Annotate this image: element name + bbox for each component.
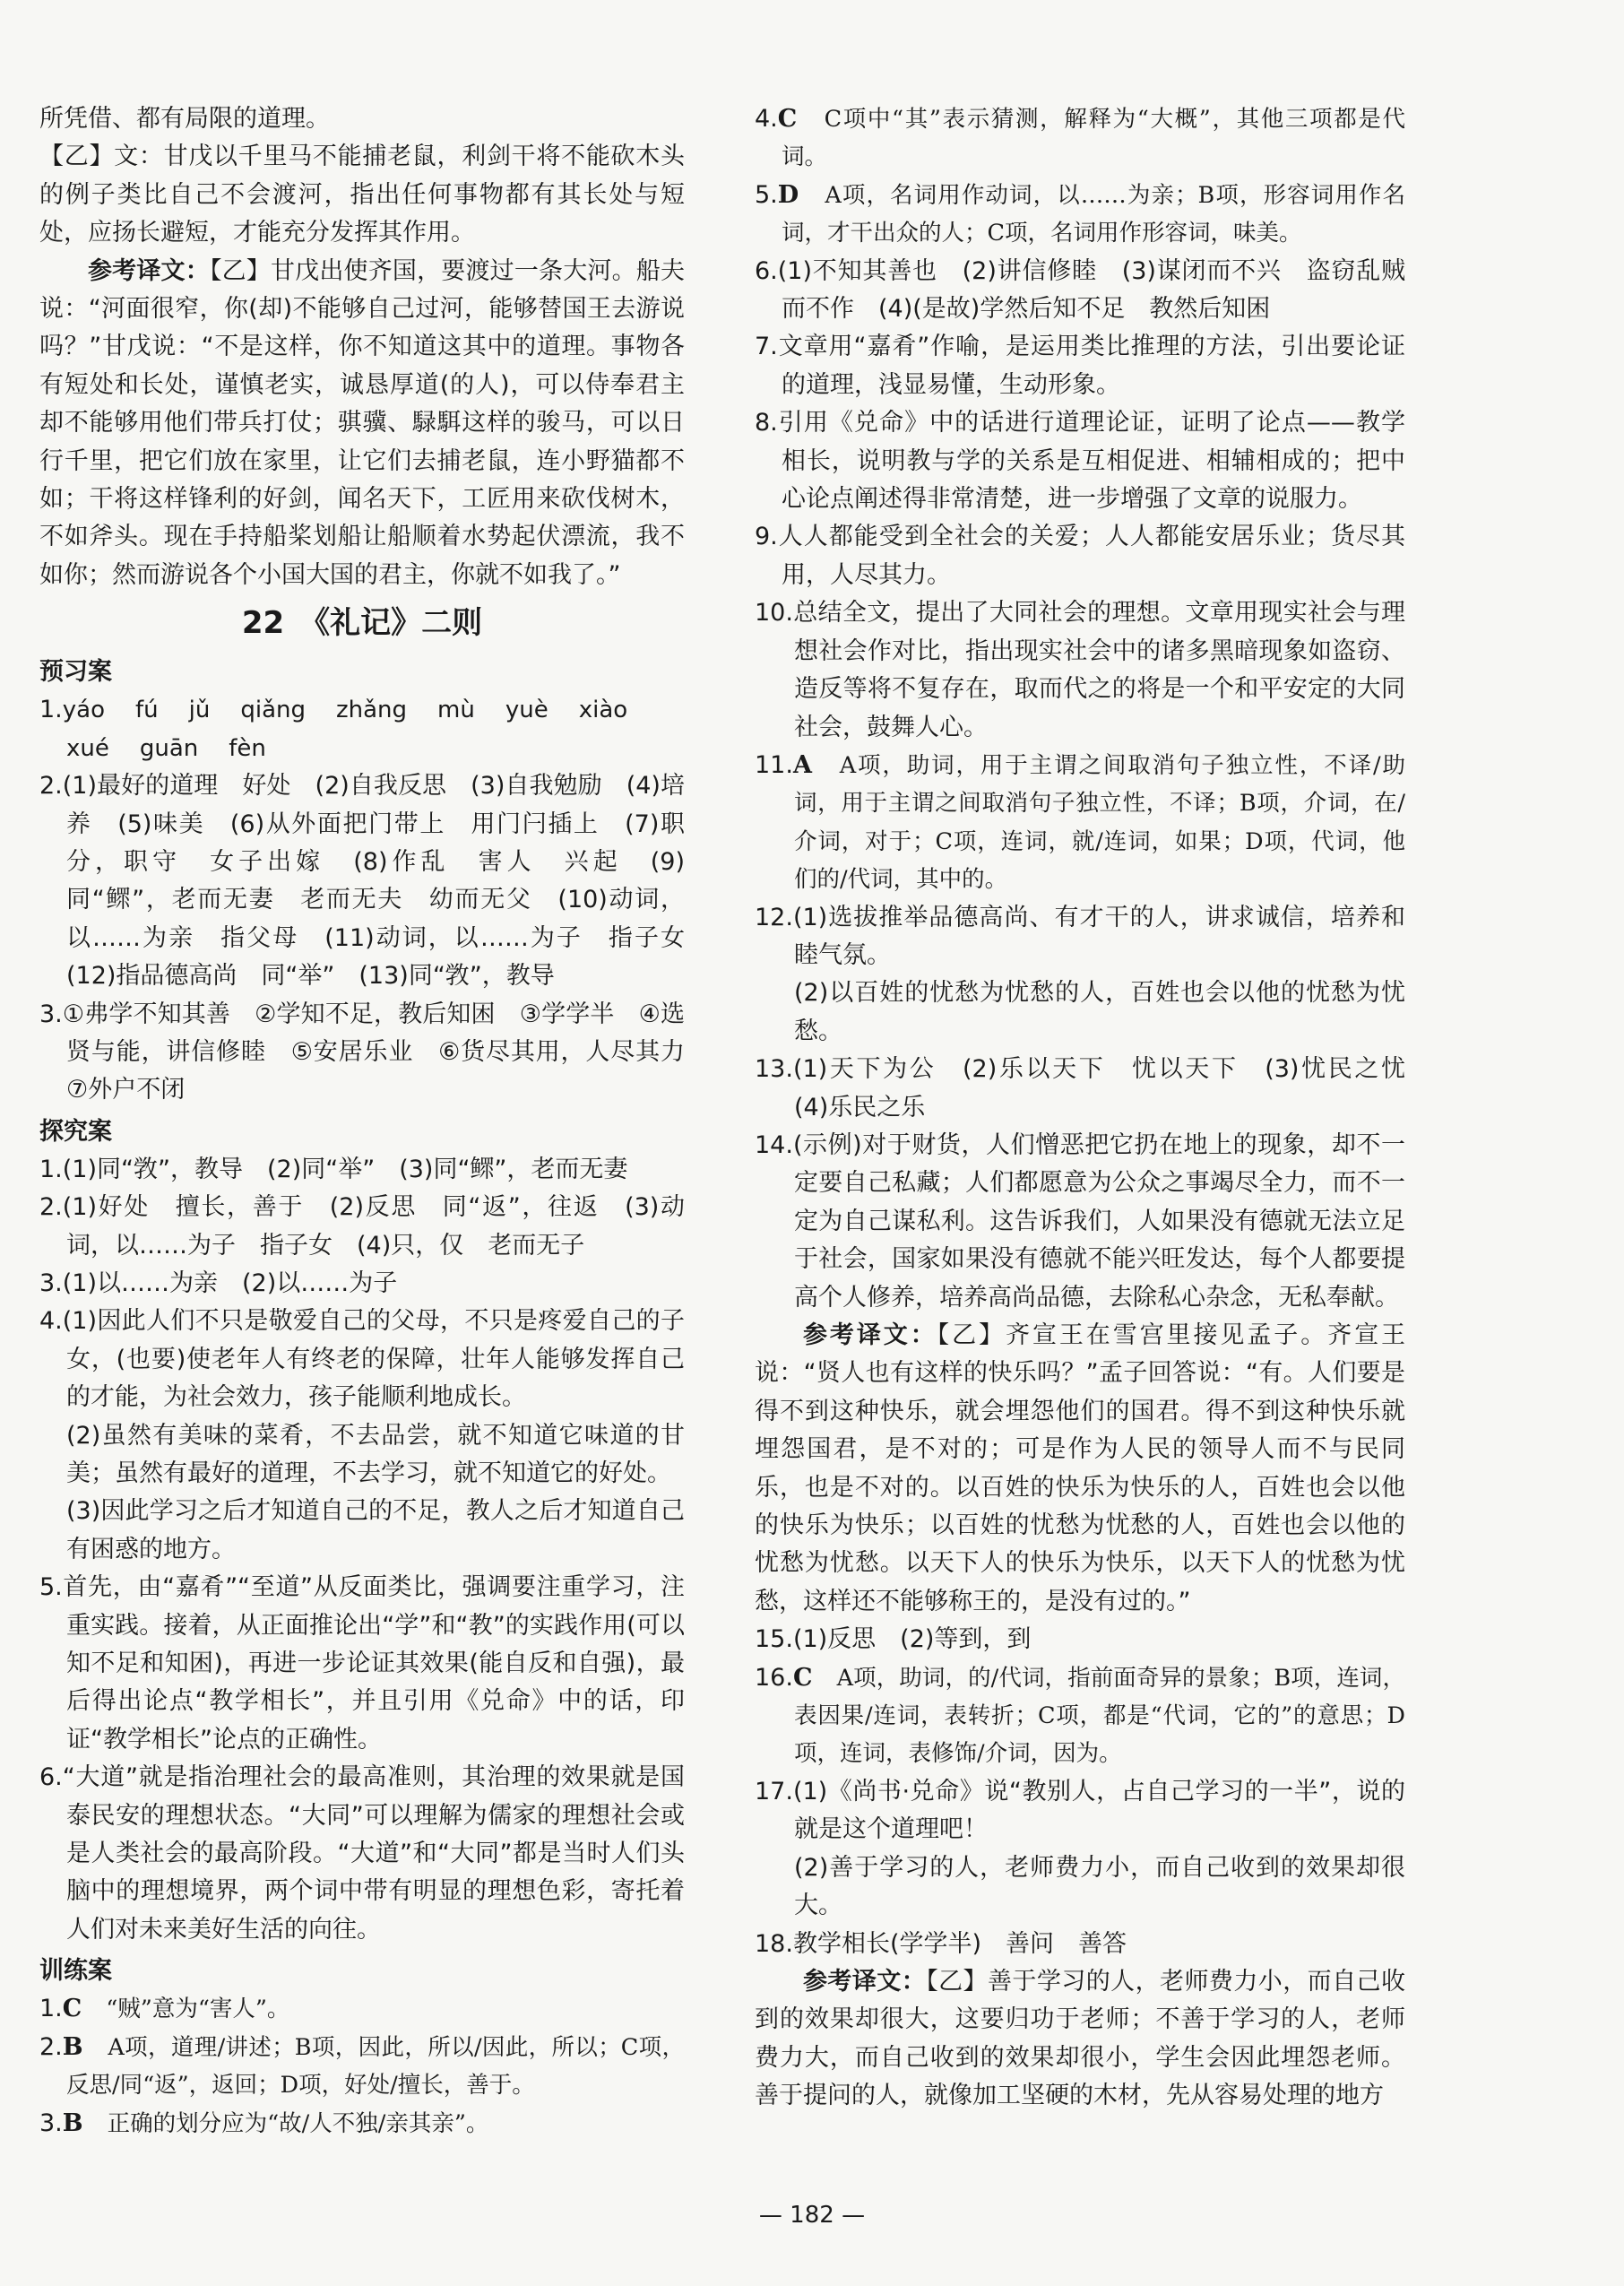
answer-explanation: A项，助词，用于主谓之间取消句子独立性，不译/助词，用于主谓之间取消句子独立性，不译；B项，介词，在/介词，对于；C项，连词，就/连词，如果；D项，代词，他们的/代词，其中的。 [794, 751, 1406, 894]
answer-item [39, 2029, 685, 2105]
answer-item: 9.人人都能受到全社会的关爱；人人都能安居乐业；货尽其用，人尽其力。 [755, 523, 1405, 589]
answer-item: 4.(1)因此人们不只是敬爱自己的父母，不只是疼爱自己的子女，(也要)使老年人有终老的保障，壮年人能够发挥自己的才能，为社会效力，孩子能顺利地成长。 [39, 1307, 685, 1412]
answer-explanation: A项，名词用作动词，以……为亲；B项，形容词用作名词，才干出众的人；C项，名词用作形容词，味美。 [782, 181, 1406, 247]
answer-item: 15.(1)反思 (2)等到，到 [755, 1625, 1032, 1654]
answer-explanation: “贼”意为“害人”。 [106, 1996, 290, 2023]
ref-label: 参考译文： [803, 1321, 937, 1349]
paragraph: 【乙】文：甘戊以千里马不能捕老鼠，利剑干将不能砍木头的例子类比自己不会渡河，指出任何事物都有其长处与短处，应扬长避短，才能充分发挥其作用。 [39, 143, 685, 247]
answer-item [755, 1659, 1405, 1773]
pinyin-item: guān [139, 734, 199, 762]
pinyin-item: fèn [229, 734, 266, 762]
answer-item [39, 1990, 685, 2028]
pinyin-item: yuè [505, 697, 549, 724]
answer-item: 5.首先，由“嘉肴”“至道”从反面类比，强调要注重学习，注重实践。接着，从正面推论出“学”和“教”的实践作用(可以知不足和知困)，再进一步论证其效果(能自反和自强)，最后得出论点“教学相长”，并且引用《兑命》中的话，印证“教学相长”论点的正确性。 [39, 1573, 685, 1753]
answer-explanation: A项，助词，的/代词，指前面奇异的景象；B项，连词，表因果/连词，表转折；C项，都是“代词，它的”的意思；D项，连词，表修饰/介词，因为。 [794, 1664, 1406, 1768]
answer-subitem: (2)善于学习的人，老师费力小，而自己收到的效果却很大。 [794, 1853, 1405, 1920]
answer-letter: B [62, 2108, 83, 2137]
answer-item [755, 100, 1405, 177]
answer-letter: B [62, 2032, 83, 2061]
answer-letter: A [792, 750, 812, 779]
section-heading-yuxi: 预习案 [39, 658, 112, 687]
ref-label: 参考译文： [803, 1967, 927, 1996]
pinyin-item: qiǎng [240, 697, 306, 724]
item-number: 2. [39, 2032, 63, 2061]
answer-subitem: (2)虽然有美味的菜肴，不去品尝，就不知道它味道的甘美；虽然有最好的道理，不去学习，就不知道它的好处。 [66, 1421, 685, 1487]
answer-letter: C [792, 1663, 813, 1692]
answer-item: 6.(1)不知其善也 (2)讲信修睦 (3)谋闭而不兴 盗窃乱贼而不作 (4)(是故)学然后知不足 教然后知困 [755, 256, 1405, 324]
page-number: — 182 — [758, 2202, 866, 2229]
answer-letter: C [62, 1995, 82, 2023]
ref-label: 参考译文： [88, 256, 210, 285]
item-number: 4. [755, 105, 778, 133]
answer-item: 13.(1)天下为公 (2)乐以天下 忧以天下 (3)忧民之忧 (4)乐民之乐 [755, 1055, 1430, 1121]
left-column [39, 100, 709, 2143]
answer-item: 3.①弗学不知其善 ②学知不足，教后知困 ③学学半 ④选贤与能，讲信修睦 ⑤安居乐业 ⑥货尽其用，人尽其力 ⑦外户不闭 [39, 1000, 709, 1104]
right-column [755, 100, 1430, 2116]
answer-explanation: 正确的划分应为“故/人不独/亲其亲”。 [107, 2109, 489, 2137]
answer-item: 7.文章用“嘉肴”作喻，是运用类比推理的方法，引出要论证的道理，浅显易懂，生动形象。 [755, 333, 1405, 399]
item-number: 11. [755, 750, 793, 779]
answer-item: 8.引用《兑命》中的话进行道理论证，证明了论点——教学相长，说明教与学的关系是互相促进、相辅相成的；把中心论点阐述得非常清楚，进一步增强了文章的说服力。 [755, 409, 1405, 514]
pinyin-item: mù [437, 697, 475, 724]
answer-item [755, 747, 1405, 899]
pinyin-answers [39, 691, 685, 767]
answer-item: 12.(1)选拔推举品德高尚、有才干的人，讲求诚信，培养和睦气氛。 [755, 903, 1405, 969]
answer-item: 2.(1)好处 擅长，善于 (2)反思 同“返”，往返 (3)动词，以……为子 指子女 (4)只，仅 老而无子 [39, 1193, 685, 1260]
section-heading-tanjiu: 探究案 [39, 1117, 112, 1146]
answer-subitem: (3)因此学习之后才知道自己的不足，教人之后才知道自己有困惑的地方。 [66, 1497, 685, 1563]
item-number: 5. [755, 180, 778, 209]
answer-item: 17.(1)《尚书·兑命》说“教别人，占自己学习的一半”，说的就是这个道理吧！ [755, 1777, 1405, 1844]
section-title: 22 《礼记》二则 [241, 605, 483, 642]
reference-translation [39, 253, 685, 595]
pinyin-item: zhǎng [336, 697, 408, 724]
answer-letter: C [777, 105, 798, 133]
answer-letter: D [777, 180, 799, 209]
ref-body: 【乙】善于学习的人，老师费力小，而自己收到的效果却很大，这要归功于老师；不善于学习的人，老师费力大，而自己收到的效果却很小，学生会因此埋怨老师。善于提问的人，就像加工坚硬的木材，先从容易处理的地方 [755, 1967, 1405, 2110]
pinyin-item: fú [135, 697, 159, 724]
answer-explanation: C项中“其”表示猜测，解释为“大概”，其他三项都是代词。 [782, 106, 1405, 171]
answer-item: 2.(1)最好的道理 好处 (2)自我反思 (3)自我勉励 (4)培养 (5)味美 (6)从外面把门带上 用门闩插上 (7)职分，职守 女子出嫁 (8)作乱 害人 兴起 (9)同“鳏”，老而无妻 老而无夫 幼而无父 (10)动词，以……为亲 指父母 (11)动词，以……为子 指子女 (12)指品德高尚 同“举” (13)同“敩”，教导 [39, 772, 709, 991]
answer-item: 14.(示例)对于财货，人们憎恶把它扔在地上的现象，却不一定要自己私藏；人们都愿意为公众之事竭尽全力，而不一定为自己谋私利。这告诉我们，人如果没有德就无法立足于社会，国家如果没有德就不能兴旺发达，每个人都要提高个人修养，培养高尚品德，去除私心杂念，无私奉献。 [755, 1130, 1405, 1312]
item-number: 16. [755, 1663, 793, 1692]
ref-body: 【乙】齐宣王在雪宫里接见孟子。齐宣王说：“贤人也有这样的快乐吗？”孟子回答说：“有。人们要是得不到这种快乐，就会埋怨他们的国君。得不到这种快乐就埋怨国君，是不对的；可是作为人民的领导人而不与民同乐，也是不对的。以百姓的快乐为快乐的人，百姓也会以他的快乐为快乐；以百姓的忧愁为忧愁的人，百姓也会以他的忧愁为忧愁。以天下人的快乐为快乐，以天下人的忧愁为忧愁，这样还不能够称王的，是没有过的。” [755, 1321, 1406, 1615]
section-heading-xunlian: 训练案 [39, 1957, 112, 1986]
answer-item: 10.总结全文，提出了大同社会的理想。文章用现实社会与理想社会作对比，指出现实社会中的诸多黑暗现象如盗窃、造反等将不复存在，取而代之的将是一个和平安定的大同社会，鼓舞人心。 [755, 599, 1405, 741]
ref-body: 【乙】甘戊出使齐国，要渡过一条大河。船夫说：“河面很窄，你(却)不能够自己过河，能够替国王去游说吗？”甘戊说：“不是这样，你不知道这其中的道理。事物各有短处和长处，谨慎老实，诚恳厚道(的人)，可以侍奉君主却不能够用他们带兵打仗；骐骥、騄駬这样的骏马，可以日行千里，把它们放在家里，让它们去捕老鼠，连小野猫都不如；干将这样锋利的好剑，闻名天下，工匠用来砍伐树木，不如斧头。现在手持船桨划船让船顺着水势起伏漂流，我不如你；然而游说各个小国大国的君主，你就不如我了。” [39, 256, 685, 589]
answer-item: 1.(1)同“敩”，教导 (2)同“举” (3)同“鳏”，老而无妻 [39, 1155, 628, 1183]
answer-explanation: A项，道理/讲述；B项，因此，所以/因此，所以；C项，反思/同“返”，返回；D项，好处/擅长，善于。 [66, 2033, 685, 2100]
pinyin-item: jǔ [188, 697, 211, 724]
answer-item [39, 2105, 685, 2143]
reference-translation [755, 1963, 1405, 2116]
item-number: 1. [39, 696, 63, 724]
pinyin-item: yáo [62, 697, 105, 724]
answer-item: 18.教学相长(学学半) 善问 善答 [755, 1929, 1127, 1958]
pinyin-item: xiào xué [66, 697, 628, 762]
answer-item: 3.(1)以……为亲 (2)以……为子 [39, 1269, 398, 1297]
pinyin-list [63, 697, 627, 761]
item-number: 3. [39, 2108, 63, 2137]
paragraph: 所凭借、都有局限的道理。 [39, 105, 330, 133]
answer-item [755, 177, 1405, 253]
answer-item: 6.“大道”就是指治理社会的最高准则，其治理的效果就是国泰民安的理想状态。“大同”可以理解为儒家的理想社会或是人类社会的最高阶段。“大道”和“大同”都是当时人们头脑中的理想境界，两个词中带有明显的理想色彩，寄托着人们对未来美好生活的向往。 [39, 1763, 685, 1944]
answer-subitem: (2)以百姓的忧愁为忧愁的人，百姓也会以他的忧愁为忧愁。 [794, 979, 1405, 1045]
item-number: 1. [39, 1995, 63, 2023]
reference-translation [755, 1317, 1405, 1621]
